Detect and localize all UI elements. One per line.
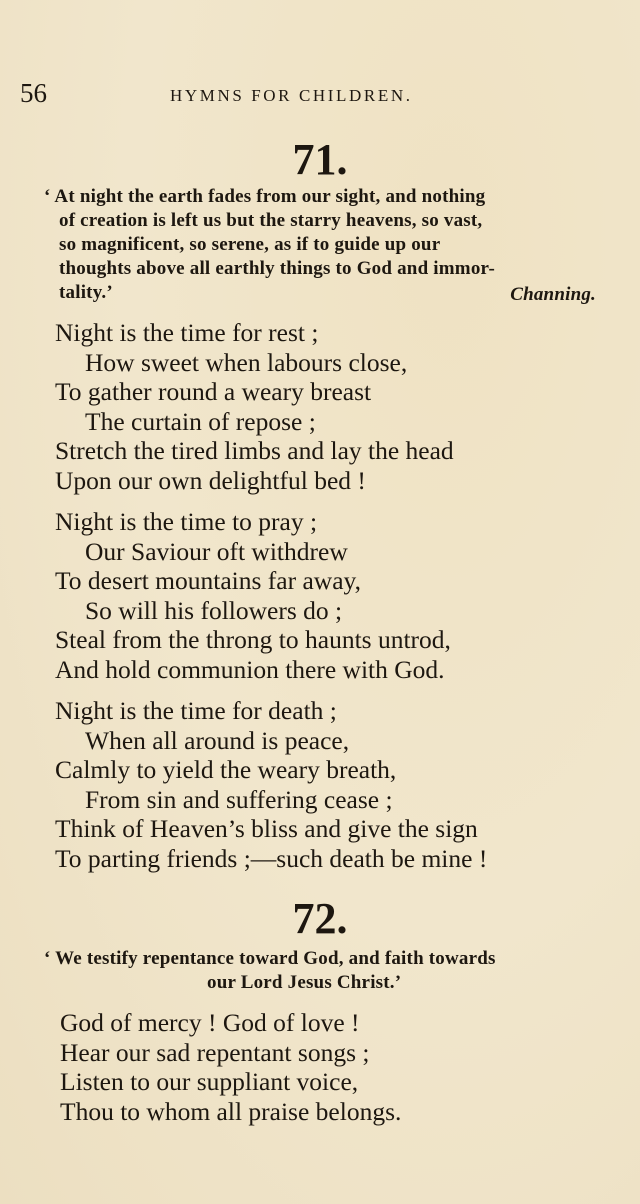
verse-line: Upon our own delightful bed ! (55, 465, 366, 495)
verse-line: To parting friends ;—such death be mine ! (55, 843, 488, 873)
verse-line: Calmly to yield the weary breath, (55, 755, 397, 785)
stanza (55, 507, 615, 685)
verse-line: Night is the time to pray ; (55, 507, 318, 536)
verse-line: Steal from the throng to haunts untrod, (55, 625, 451, 655)
verse-line: Night is the time for death ; (55, 696, 337, 725)
epigraph-line: ‘ We testify repentance toward God, and faith towards (44, 948, 496, 969)
verse-line: And hold communion there with God. (55, 654, 445, 684)
verse-line: How sweet when labours close, (85, 347, 408, 377)
verse-line: Our Saviour oft withdrew (85, 536, 348, 566)
hymn-epigraph (44, 185, 596, 307)
verse-line: To desert mountains far away, (55, 566, 361, 596)
verse-line: So will his followers do ; (85, 595, 343, 625)
hymn-number: 72. (292, 894, 348, 943)
verse-line: From sin and suffering cease ; (85, 784, 393, 814)
stanza (60, 1008, 620, 1126)
epigraph-line: tality.’ (59, 282, 113, 303)
stanza (55, 696, 615, 874)
running-head: HYMNS FOR CHILDREN. (170, 86, 413, 105)
epigraph-line: thoughts above all earthly things to God and immor- (59, 258, 495, 279)
hymn-epigraph (44, 947, 604, 997)
epigraph-line: our Lord Jesus Christ.’ (207, 972, 402, 993)
epigraph-author: Channing. (510, 284, 596, 305)
verse-line: Listen to our suppliant voice, (60, 1067, 359, 1097)
hymn-number: 71. (292, 135, 348, 184)
stanza (55, 318, 615, 496)
epigraph-line: of creation is left us but the starry heavens, so vast, (59, 210, 483, 231)
verse-line: Stretch the tired limbs and lay the head (55, 436, 454, 466)
verse-line: The curtain of repose ; (85, 406, 316, 436)
page-header (20, 78, 620, 110)
verse-line: When all around is peace, (85, 725, 350, 755)
verse-line: Think of Heaven’s bliss and give the sign (55, 814, 478, 844)
epigraph-line: so magnificent, so serene, as if to guide up our (59, 234, 441, 255)
epigraph-line: ‘ At night the earth fades from our sight, and nothing (44, 186, 486, 207)
page-number: 56 (20, 78, 47, 108)
verse-line: Hear our sad repentant songs ; (60, 1037, 370, 1067)
verse-line: Night is the time for rest ; (55, 318, 319, 347)
verse-line: To gather round a weary breast (55, 377, 372, 407)
verse-line: God of mercy ! God of love ! (60, 1008, 360, 1037)
verse-line: Thou to whom all praise belongs. (60, 1096, 402, 1126)
